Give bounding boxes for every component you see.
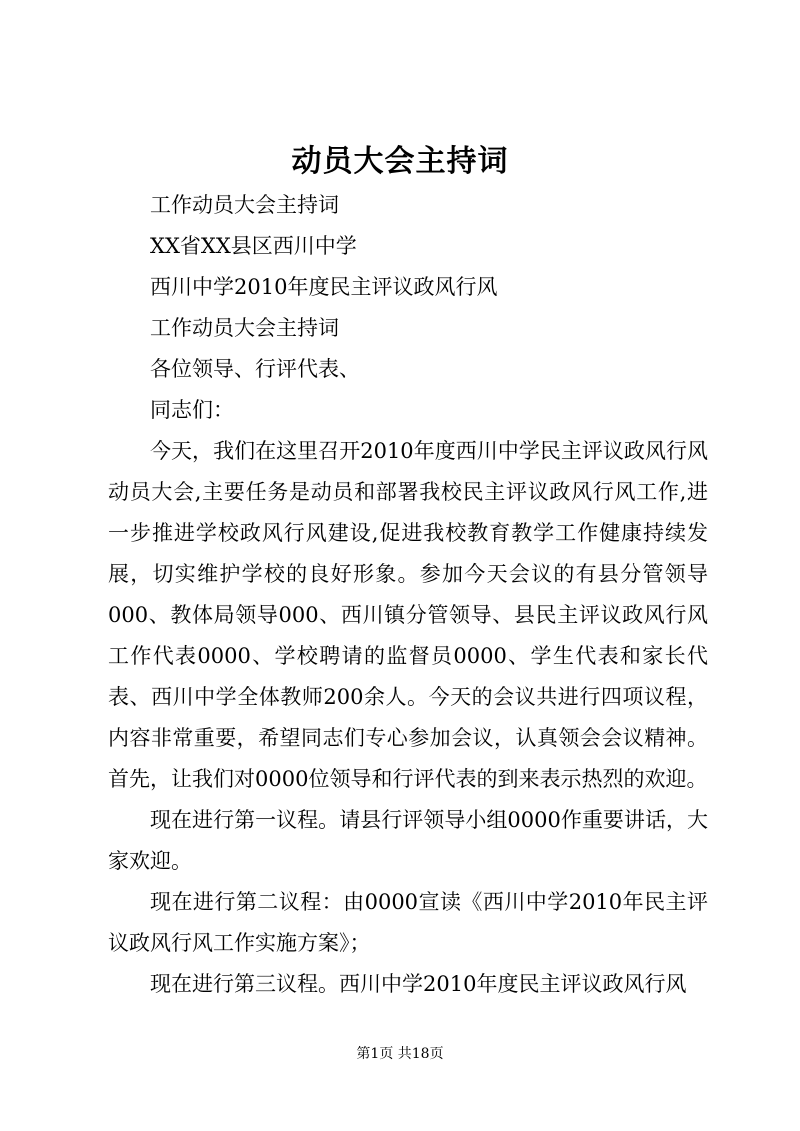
opening-paragraph: 今天，我们在这里召开2010年度西川中学民主评议政风行风动员大会,主要任务是动员和部署我校民主评议政风行风工作,进一步推进学校政风行风建设,促进我校教育教学工作健康持续发展，切实维护学校的良好形象。参加今天会议的有县分管领导000、教体局领导000、西川镇分管领导、县民主评议政风行风工作代表0000、学校聘请的监督员0000、学生代表和家长代表、西川中学全体教师200余人。今天的会议共进行四项议程，内容非常重要，希望同志们专心参加会议，认真领会会议精神。首先，让我们对0000位领导和行评代表的到来表示热烈的欢迎。 bbox=[108, 439, 708, 791]
salutation-line-1: 各位领导、行评代表、 bbox=[150, 357, 360, 381]
page-number: 第1页 共18页 bbox=[356, 1046, 444, 1062]
agenda-item-2: 现在进行第二议程：由0000宣读《西川中学2010年民主评议政风行风工作实施方案》； bbox=[108, 890, 708, 955]
event-line-2: 工作动员大会主持词 bbox=[150, 316, 339, 340]
event-line-1: 西川中学2010年度民主评议政风行风 bbox=[150, 275, 498, 299]
salutation-line-2: 同志们： bbox=[150, 398, 234, 422]
document-body bbox=[108, 185, 708, 1005]
document-title: 动员大会主持词 bbox=[291, 144, 509, 179]
school-line: XX省XX县区西川中学 bbox=[150, 234, 357, 258]
subtitle-line: 工作动员大会主持词 bbox=[150, 193, 339, 217]
agenda-item-3: 现在进行第三议程。西川中学2010年度民主评议政风行风 bbox=[150, 972, 687, 996]
agenda-item-1: 现在进行第一议程。请县行评领导小组0000作重要讲话，大家欢迎。 bbox=[108, 808, 708, 873]
